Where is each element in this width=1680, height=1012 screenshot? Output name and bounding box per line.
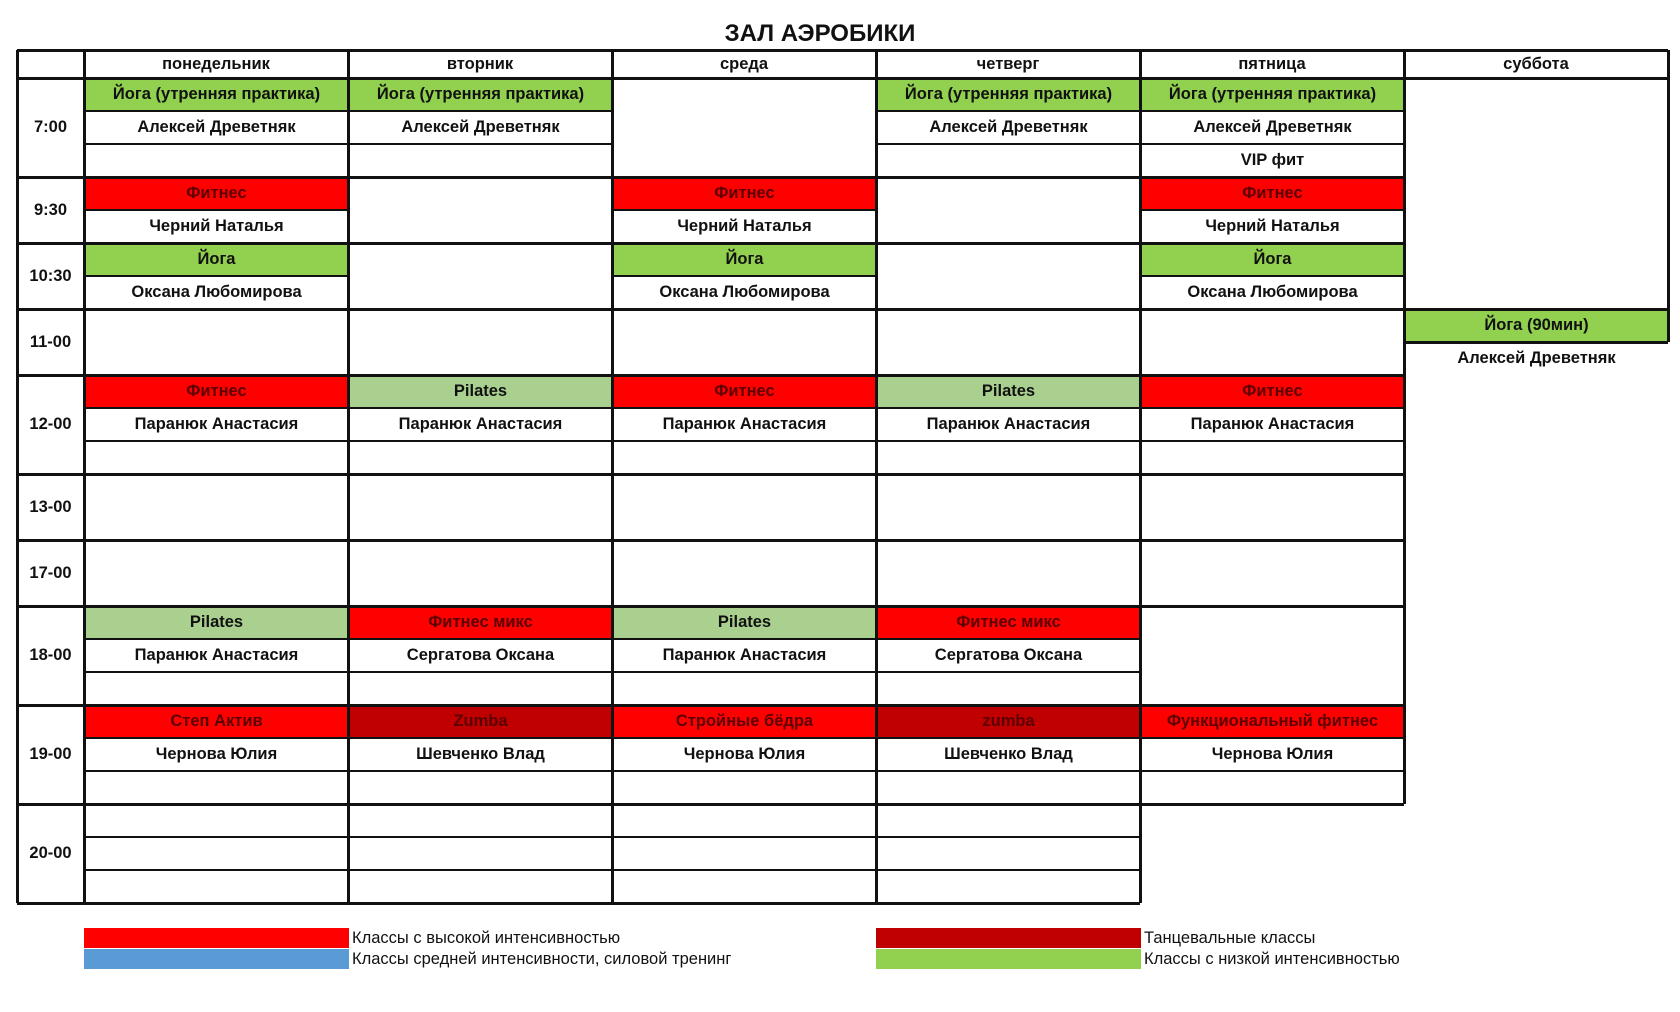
instructor-cell: Оксана Любомирова [1187,283,1358,301]
class-cell: Йога (утренняя практика) [86,79,347,110]
instructor-cell: Шевченко Влад [416,745,545,763]
grid-line [1140,407,1404,409]
class-cell: Стройные бёдра [614,706,875,737]
grid-line-thick [1140,473,1404,476]
class-cell: Степ Актив [86,706,347,737]
grid-line-thick [17,308,84,311]
grid-line-thick [17,242,84,245]
day-header-4: пятница [1238,54,1306,73]
grid-line-thick [84,704,348,707]
instructor-cell: Оксана Любомирова [131,283,302,301]
time-label: 13-00 [29,497,72,516]
instructor-cell: Паранюк Анастасия [398,415,563,433]
grid-line-thick [876,374,1140,377]
grid-line [348,737,612,739]
grid-line-thick [876,539,1140,542]
grid-line-thick [1404,341,1668,344]
legend-label: Классы средней интенсивности, силовой тренинг [352,950,732,968]
grid-line-thick [84,473,348,476]
grid-line-thick [612,704,876,707]
day-header-0: понедельник [162,54,270,73]
grid-line-thick [1140,308,1404,311]
time-label: 20-00 [29,844,72,862]
grid-line-thick [876,902,1140,905]
grid-line [84,836,348,838]
grid-line [84,737,348,739]
grid-line [1140,110,1404,112]
grid-line [84,671,348,673]
grid-line-thick [17,176,84,179]
class-cell: Йога [86,244,347,275]
grid-line [612,737,876,739]
grid-line [612,209,876,211]
grid-line-thick [1404,308,1668,311]
instructor-cell: Черний Наталья [677,217,812,235]
grid-line [348,440,612,442]
class-cell: zumba [878,706,1139,737]
grid-line [348,110,612,112]
instructor-cell: Паранюк Анастасия [1190,415,1355,433]
class-cell: Йога (утренняя практика) [350,79,611,110]
grid-line-thick [17,49,1668,52]
class-cell: Фитнес [86,178,347,209]
class-cell: Фитнес [614,376,875,407]
time-label: 11-00 [29,332,72,351]
grid-line-thick [612,242,876,245]
grid-line-thick [17,902,84,905]
grid-line-thick [612,902,876,905]
grid-line-thick [17,473,84,476]
time-label: 19-00 [29,745,72,763]
class-cell: Pilates [614,607,875,638]
grid-line-thick [348,242,612,245]
grid-line-vertical [1667,50,1670,342]
grid-line-thick [876,803,1140,806]
grid-line-thick [876,704,1140,707]
grid-line-thick [612,539,876,542]
grid-line [348,638,612,640]
grid-line-thick [348,473,612,476]
grid-line [876,770,1140,772]
grid-line-thick [612,176,876,179]
time-label: 10:30 [29,266,72,285]
grid-line-thick [17,77,1668,80]
class-cell: Функциональный фитнес [1142,706,1403,737]
grid-line [876,671,1140,673]
grid-line [348,770,612,772]
instructor-cell: Паранюк Анастасия [134,415,299,433]
grid-line [84,275,348,277]
grid-line-thick [17,605,84,608]
grid-line [1140,209,1404,211]
grid-line [84,110,348,112]
grid-line [84,407,348,409]
grid-line [876,407,1140,409]
instructor-cell: Паранюк Анастасия [662,646,827,664]
grid-line-thick [348,605,612,608]
class-cell: Йога (90мин) [1406,310,1667,341]
grid-line [612,638,876,640]
legend-swatch [84,928,349,948]
grid-line [876,869,1140,871]
class-cell: Фитнес [1142,376,1403,407]
class-cell: Фитнес микс [350,607,611,638]
legend-label: Классы с низкой интенсивностью [1144,950,1400,968]
grid-line-thick [612,473,876,476]
grid-line [876,836,1140,838]
grid-line-thick [876,242,1140,245]
day-header-5: суббота [1503,54,1569,73]
instructor-cell: Алексей Древетняк [929,118,1088,136]
grid-line [348,671,612,673]
grid-line [1140,770,1404,772]
grid-line-thick [612,605,876,608]
grid-line [84,209,348,211]
instructor-cell: Алексей Древетняк [1457,349,1616,367]
grid-line-thick [17,539,84,542]
instructor-cell: Черний Наталья [149,217,284,235]
grid-line-thick [84,308,348,311]
grid-line-thick [876,473,1140,476]
legend-label: Танцевальные классы [1144,929,1316,947]
grid-line-thick [1140,605,1404,608]
time-label: 17-00 [29,563,72,582]
grid-line-thick [84,539,348,542]
class-cell: Zumba [350,706,611,737]
grid-line [876,143,1140,145]
grid-line-thick [876,605,1140,608]
grid-line-thick [612,803,876,806]
instructor-cell: Сергатова Оксана [934,646,1083,664]
class-cell: Фитнес [1142,178,1403,209]
grid-line-thick [84,605,348,608]
grid-line-thick [348,902,612,905]
grid-line [348,869,612,871]
grid-line-thick [1140,374,1404,377]
instructor-cell: Алексей Древетняк [137,118,296,136]
grid-line-thick [84,242,348,245]
grid-line-thick [1140,803,1404,806]
instructor-cell: Сергатова Оксана [406,646,555,664]
instructor-cell: Алексей Древетняк [1193,118,1352,136]
grid-line [348,143,612,145]
instructor-cell: Шевченко Влад [944,745,1073,763]
class-cell: Йога (утренняя практика) [1142,79,1403,110]
class-cell: Pilates [350,376,611,407]
legend-label: Классы с высокой интенсивностью [352,929,621,947]
legend-swatch [84,949,349,969]
grid-line [612,869,876,871]
grid-line [876,110,1140,112]
grid-line [876,638,1140,640]
page-title: ЗАЛ АЭРОБИКИ [724,20,916,47]
time-label: 12-00 [29,415,72,433]
grid-line [612,275,876,277]
class-cell: Фитнес [86,376,347,407]
grid-line [84,638,348,640]
class-cell: Фитнес микс [878,607,1139,638]
grid-line [84,143,348,145]
grid-line-thick [348,308,612,311]
instructor-cell: Чернова Юлия [683,745,806,763]
grid-line-thick [17,374,84,377]
grid-line [876,440,1140,442]
grid-line [612,671,876,673]
grid-line-thick [348,704,612,707]
time-label: 7:00 [33,118,68,136]
legend-swatch [876,949,1141,969]
grid-line [348,407,612,409]
day-header-1: вторник [446,54,514,73]
instructor-cell: Паранюк Анастасия [662,415,827,433]
grid-line-thick [84,374,348,377]
grid-line-thick [876,308,1140,311]
grid-line [612,440,876,442]
class-cell: Йога [614,244,875,275]
grid-line [348,836,612,838]
grid-line-thick [612,374,876,377]
instructor-cell: Алексей Древетняк [401,118,560,136]
day-header-2: среда [719,54,769,73]
time-label: 9:30 [33,200,68,219]
grid-line-thick [348,803,612,806]
grid-line [876,737,1140,739]
grid-line-thick [17,803,84,806]
grid-line [84,770,348,772]
grid-line [1140,737,1404,739]
grid-line-vertical [1403,50,1406,804]
day-header-3: четверг [976,54,1040,73]
grid-line [1140,440,1404,442]
instructor-cell: Паранюк Анастасия [134,646,299,664]
grid-line-thick [84,803,348,806]
grid-line-thick [1140,242,1404,245]
grid-line-thick [348,176,612,179]
grid-line [1140,275,1404,277]
instructor-cell: Паранюк Анастасия [926,415,1091,433]
grid-line [84,440,348,442]
grid-line-thick [348,539,612,542]
class-cell: Pilates [86,607,347,638]
grid-line-thick [1140,176,1404,179]
instructor-cell: Оксана Любомирова [659,283,830,301]
grid-line-thick [84,176,348,179]
grid-line [612,407,876,409]
instructor-cell: Чернова Юлия [155,745,278,763]
grid-line [1140,143,1404,145]
instructor-cell: Чернова Юлия [1211,745,1334,763]
time-label: 18-00 [29,646,72,664]
grid-line-thick [84,902,348,905]
grid-line [612,770,876,772]
class-cell: Фитнес [614,178,875,209]
instructor-cell: Черний Наталья [1205,217,1340,235]
legend-swatch [876,928,1141,948]
grid-line-thick [17,704,84,707]
grid-line-thick [348,374,612,377]
grid-line-thick [1140,704,1404,707]
class-cell: Pilates [878,376,1139,407]
grid-line-thick [612,308,876,311]
grid-line [612,836,876,838]
class-cell: Йога [1142,244,1403,275]
grid-line-thick [1140,539,1404,542]
grid-line-thick [876,176,1140,179]
grid-line [84,869,348,871]
instructor-cell: VIP фит [1240,151,1305,169]
class-cell: Йога (утренняя практика) [878,79,1139,110]
